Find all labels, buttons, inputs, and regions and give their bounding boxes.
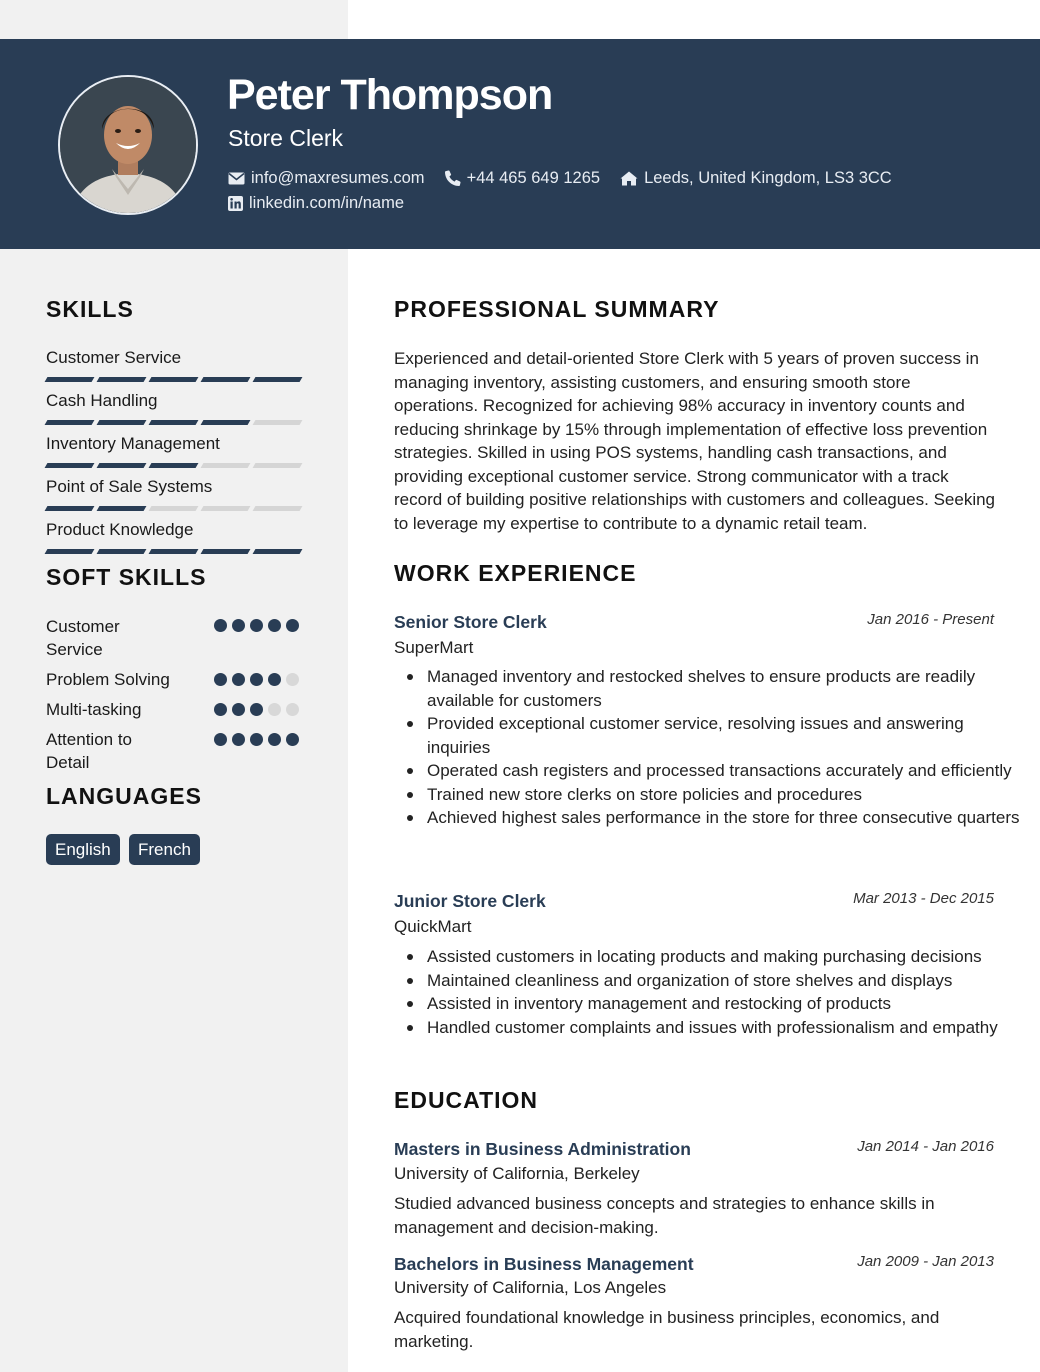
rating-dot	[232, 673, 245, 686]
home-icon	[620, 171, 638, 186]
skills-heading: SKILLS	[46, 296, 134, 322]
skill-level-segment	[45, 420, 95, 425]
rating-dot	[286, 703, 299, 716]
skill-level-segment	[45, 463, 95, 468]
education-degree: Masters in Business Administration	[394, 1139, 691, 1159]
education-degree: Bachelors in Business Management	[394, 1254, 694, 1274]
soft-skill-rating	[214, 619, 299, 632]
rating-dot	[286, 619, 299, 632]
education-school: University of California, Los Angeles	[394, 1278, 667, 1297]
skill-level-bar	[46, 420, 301, 425]
skill-label: Customer Service	[46, 348, 182, 367]
skill-level-segment	[149, 463, 199, 468]
list-item: Assisted customers in locating products and making purchasing decisions	[427, 945, 1031, 969]
skill-level-segment	[45, 549, 95, 554]
skill-label: Product Knowledge	[46, 520, 194, 539]
skill-level-segment	[45, 377, 95, 382]
languages-heading: LANGUAGES	[46, 783, 202, 809]
skill-level-segment	[97, 549, 147, 554]
envelope-icon	[228, 172, 245, 185]
skill-level-segment	[97, 420, 147, 425]
list-item: Assisted in inventory management and restocking of products	[427, 992, 1031, 1016]
job-title: Store Clerk	[228, 125, 344, 151]
skill-level-segment	[149, 506, 199, 511]
skill-label: Point of Sale Systems	[46, 477, 213, 496]
skill-level-segment	[253, 506, 303, 511]
soft-skill-label: Customer Service	[46, 617, 120, 659]
skill-level-segment	[149, 549, 199, 554]
education-school: University of California, Berkeley	[394, 1164, 640, 1183]
linkedin-icon	[228, 196, 243, 211]
list-item: Achieved highest sales performance in the store for three consecutive quarters	[427, 806, 1031, 830]
job-company: SuperMart	[394, 638, 474, 657]
education-description: Acquired foundational knowledge in business principles, economics, and marketing.	[394, 1308, 940, 1351]
skill-level-segment	[97, 377, 147, 382]
candidate-name: Peter Thompson	[227, 71, 553, 119]
contact-row	[228, 167, 912, 189]
skill-level-segment	[97, 506, 147, 511]
soft-skill-rating	[214, 733, 299, 746]
contact-phone[interactable]	[445, 167, 601, 189]
job-dates: Jan 2016 - Present	[867, 611, 994, 628]
rating-dot	[268, 703, 281, 716]
education-dates: Jan 2009 - Jan 2013	[857, 1253, 994, 1270]
rating-dot	[214, 733, 227, 746]
skill-level-segment	[201, 420, 251, 425]
skill-level-segment	[97, 463, 147, 468]
profile-photo	[60, 77, 196, 213]
skill-level-segment	[149, 420, 199, 425]
rating-dot	[286, 733, 299, 746]
soft-skill-label: Attention to Detail	[46, 730, 133, 772]
rating-dot	[214, 673, 227, 686]
skill-level-segment	[149, 377, 199, 382]
job-bullets	[394, 665, 1031, 830]
rating-dot	[250, 703, 263, 716]
job-role: Senior Store Clerk	[394, 612, 547, 632]
phone-icon	[445, 170, 461, 186]
language-tag-english: English	[46, 834, 120, 865]
phone-text: +44 465 649 1265	[466, 169, 601, 187]
rating-dot	[250, 733, 263, 746]
skill-level-bar	[46, 463, 301, 468]
skill-level-bar	[46, 549, 301, 554]
rating-dot	[232, 733, 245, 746]
list-item: Maintained cleanliness and organization of store shelves and displays	[427, 969, 1031, 993]
list-item: Managed inventory and restocked shelves to ensure products are readily available for customers	[427, 665, 1031, 712]
linkedin-text: linkedin.com/in/name	[249, 194, 404, 212]
rating-dot	[250, 673, 263, 686]
soft-skill-rating	[214, 703, 299, 716]
summary-heading: PROFESSIONAL SUMMARY	[394, 296, 720, 322]
list-item: Operated cash registers and processed transactions accurately and efficiently	[427, 759, 1031, 783]
skill-level-segment	[253, 463, 303, 468]
education-heading: EDUCATION	[394, 1087, 539, 1113]
skill-level-segment	[201, 463, 251, 468]
skill-level-segment	[201, 506, 251, 511]
skill-level-segment	[253, 549, 303, 554]
skill-level-segment	[201, 377, 251, 382]
list-item: Handled customer complaints and issues with professionalism and empathy	[427, 1016, 1031, 1040]
language-tag-french: French	[129, 834, 200, 865]
email-text: info@maxresumes.com	[251, 169, 425, 187]
education-description: Studied advanced business concepts and strategies to enhance skills in management and decision-making.	[394, 1194, 935, 1237]
rating-dot	[250, 619, 263, 632]
skill-label: Inventory Management	[46, 434, 220, 453]
contact-row-2	[228, 192, 424, 214]
skill-level-segment	[201, 549, 251, 554]
skill-level-bar	[46, 377, 301, 382]
skill-level-bar	[46, 506, 301, 511]
soft-skill-label: Problem Solving	[46, 670, 170, 689]
soft-skills-heading: SOFT SKILLS	[46, 564, 207, 590]
rating-dot	[214, 703, 227, 716]
rating-dot	[286, 673, 299, 686]
rating-dot	[268, 733, 281, 746]
experience-heading: WORK EXPERIENCE	[394, 560, 637, 586]
rating-dot	[268, 673, 281, 686]
skill-level-segment	[253, 377, 303, 382]
contact-address	[620, 167, 892, 189]
list-item: Trained new store clerks on store policies and procedures	[427, 783, 1031, 807]
job-role: Junior Store Clerk	[394, 891, 546, 911]
skill-level-segment	[45, 506, 95, 511]
rating-dot	[232, 703, 245, 716]
avatar	[58, 75, 198, 215]
resume-header	[0, 39, 1040, 249]
skill-label: Cash Handling	[46, 391, 158, 410]
job-bullets	[394, 945, 1031, 1039]
soft-skill-label: Multi-tasking	[46, 700, 142, 719]
job-dates: Mar 2013 - Dec 2015	[853, 890, 994, 907]
rating-dot	[268, 619, 281, 632]
rating-dot	[232, 619, 245, 632]
contact-email[interactable]	[228, 167, 425, 189]
list-item: Provided exceptional customer service, resolving issues and answering inquiries	[427, 712, 1031, 759]
contact-linkedin[interactable]	[228, 192, 404, 214]
address-text: Leeds, United Kingdom, LS3 3CC	[644, 169, 892, 187]
education-dates: Jan 2014 - Jan 2016	[857, 1138, 994, 1155]
skill-level-segment	[253, 420, 303, 425]
rating-dot	[214, 619, 227, 632]
soft-skill-rating	[214, 673, 299, 686]
summary-text: Experienced and detail-oriented Store Clerk with 5 years of proven success in managing inventory, assisting customers, and ensuring smooth store operations. Recognized for achieving 98% accuracy in inventory counts and reducing shrinkage by 15% through implementation of effective loss prevention strategies. Skilled in using POS systems, handling cash transactions, and providing exceptional customer service. Strong communicator with a track record of building positive relationships with customers and colleagues. Seeking to leverage my expertise to contribute to a dynamic retail team.	[394, 349, 996, 533]
job-company: QuickMart	[394, 917, 472, 936]
